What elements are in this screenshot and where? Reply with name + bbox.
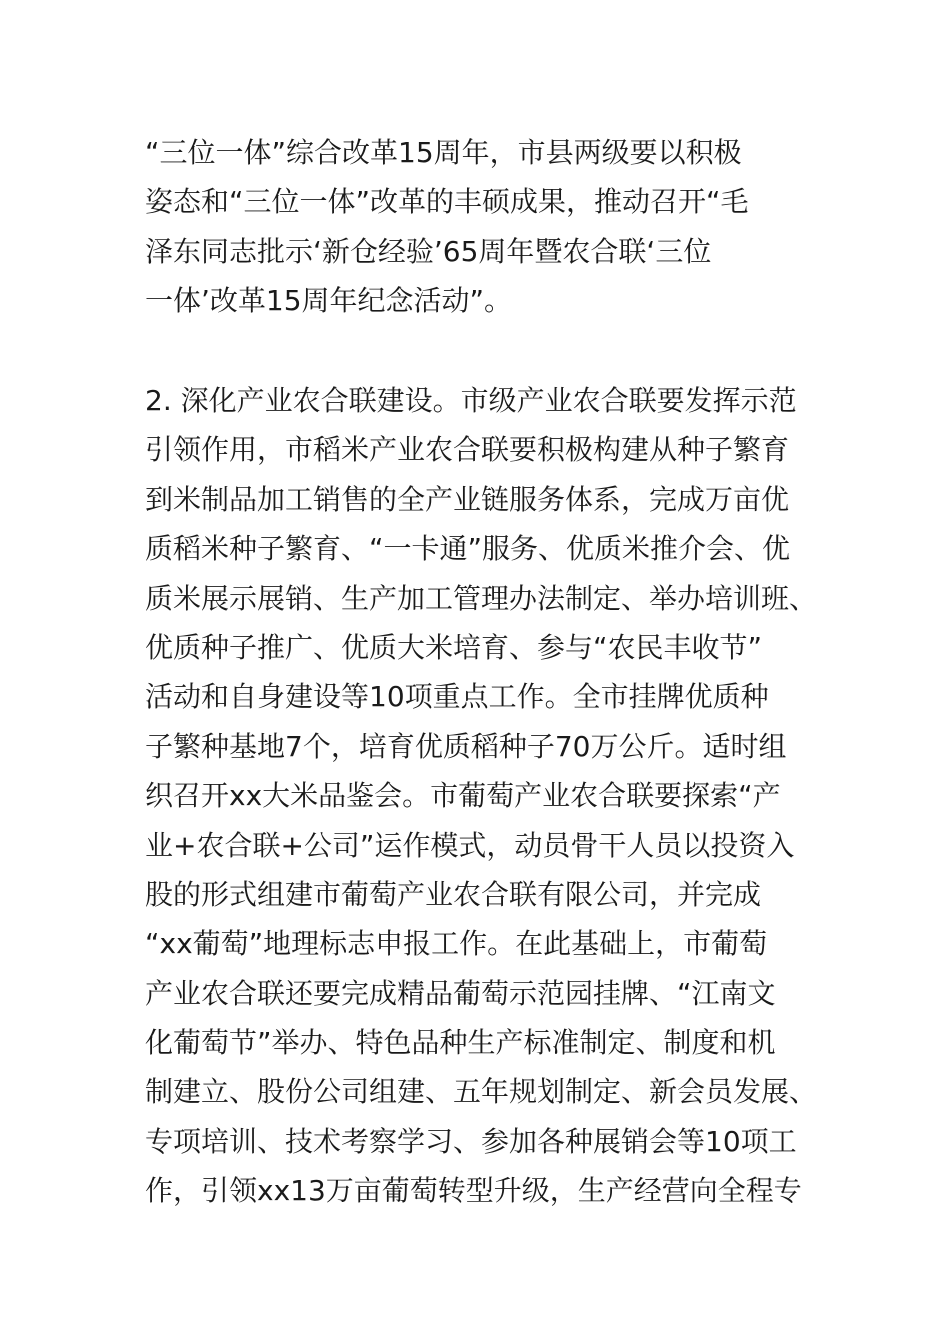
text-line: 质稻米种子繁育、“一卡通”服务、优质米推介会、优 [145, 532, 791, 566]
text-line: 2. 深化产业农合联建设。市级产业农合联要发挥示范 [145, 384, 797, 417]
text-line: 专项培训、技术考察学习、参加各种展销会等10项工 [145, 1124, 797, 1158]
text-line: “xx葡萄”地理标志申报工作。在此基础上，市葡萄 [145, 927, 768, 961]
paragraph-2 [145, 376, 818, 1216]
text-line: 质米展示展销、生产加工管理办法制定、举办培训班、 [145, 581, 818, 615]
text-line: 作，引领xx13万亩葡萄转型升级，生产经营向全程专 [145, 1174, 802, 1208]
text-line: 子繁种基地7个，培育优质稻种子70万公斤。适时组 [145, 729, 787, 763]
text-line: 产业农合联还要完成精品葡萄示范园挂牌、“江南文 [145, 976, 776, 1010]
text-line: 化葡萄节”举办、特色品种生产标准制定、制度和机 [145, 1026, 776, 1060]
text-line: 织召开xx大米品鉴会。市葡萄产业农合联要探索“产 [145, 779, 781, 813]
text-line: 泽东同志批示‘新仓经验’65周年暨农合联‘三位 [145, 234, 712, 268]
paragraph-1 [145, 128, 815, 326]
text-line: 一体’改革15周年纪念活动”。 [145, 284, 513, 318]
text-line: 股的形式组建市葡萄产业农合联有限公司，并完成 [145, 877, 762, 911]
text-line: 引领作用，市稻米产业农合联要积极构建从种子繁育 [145, 433, 790, 467]
text-line: 活动和自身建设等10项重点工作。全市挂牌优质种 [145, 680, 769, 714]
text-line: 优质种子推广、优质大米培育、参与“农民丰收节” [145, 630, 763, 664]
text-line: “三位一体”综合改革15周年，市县两级要以积极 [145, 136, 742, 169]
text-line: 业+农合联+公司”运作模式，动员骨干人员以投资入 [145, 828, 795, 862]
text-line: 到米制品加工销售的全产业链服务体系，完成万亩优 [145, 482, 790, 516]
text-line: 姿态和“三位一体”改革的丰硕成果，推动召开“毛 [145, 185, 749, 219]
text-line: 制建立、股份公司组建、五年规划制定、新会员发展、 [145, 1075, 818, 1109]
